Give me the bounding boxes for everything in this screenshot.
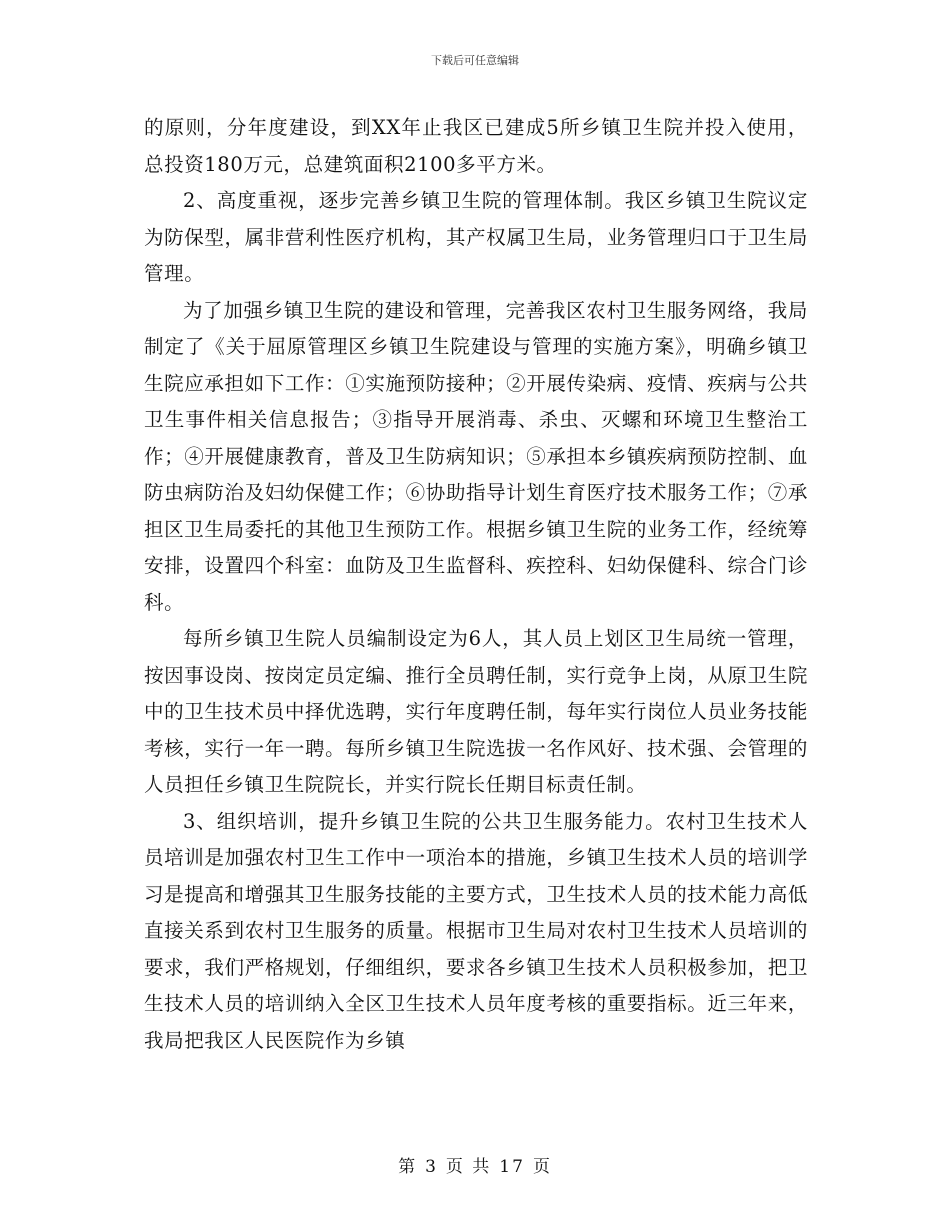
page-total: 17	[499, 1157, 525, 1177]
paragraph-training: 3、组织培训，提升乡镇卫生院的公共卫生服务能力。农村卫生技术人员培训是加强农村卫生工作中一项治本的措施，乡镇卫生技术人员的培训学习是提高和增强其卫生服务技能的主要方式，卫生技术人员的技术能力高低直接关系到农村卫生服务的质量。根据市卫生局对农村卫生技术人员培训的要求，我们严格规划，仔细组织，要求各乡镇卫生技术人员积极参加，把卫生技术人员的培训纳入全区卫生技术人员年度考核的重要指标。近三年来，我局把我区人民医院作为乡镇	[144, 809, 808, 1052]
page-number: 3	[425, 1157, 438, 1177]
header-note: 下载后可任意编辑	[431, 54, 519, 67]
paragraph-continuation: 的原则，分年度建设，到XX年止我区已建成5所乡镇卫生院并投入使用，总投资180万元，总建筑面积2100多平方米。	[144, 116, 808, 176]
paragraph-management-system: 2、高度重视，逐步完善乡镇卫生院的管理体制。我区乡镇卫生院议定为防保型，属非营利性医疗机构，其产权属卫生局，业务管理归口于卫生局管理。	[144, 189, 808, 285]
footer-middle: 页 共	[445, 1157, 492, 1177]
paragraph-staffing: 每所乡镇卫生院人员编制设定为6人，其人员上划区卫生局统一管理，按因事设岗、按岗定员定编、推行全员聘任制，实行竞争上岗，从原卫生院中的卫生技术员中择优选聘，实行年度聘任制，每年实行岗位人员业务技能考核，实行一年一聘。每所乡镇卫生院选拔一名作风好、技术强、会管理的人员担任乡镇卫生院院长，并实行院长任期目标责任制。	[144, 627, 808, 796]
footer-suffix: 页	[532, 1157, 552, 1177]
paragraph-construction-plan: 为了加强乡镇卫生院的建设和管理，完善我区农村卫生服务网络，我局制定了《关于屈原管理区乡镇卫生院建设与管理的实施方案》，明确乡镇卫生院应承担如下工作：①实施预防接种；②开展传染病、疫情、疾病与公共卫生事件相关信息报告；③指导开展消毒、杀虫、灭螺和环境卫生整治工作；④开展健康教育，普及卫生防病知识；⑤承担本乡镇疾病预防控制、血防虫病防治及妇幼保健工作；⑥协助指导计划生育医疗技术服务工作；⑦承担区卫生局委托的其他卫生预防工作。根据乡镇卫生院的业务工作，经统筹安排，设置四个科室：血防及卫生监督科、疾控科、妇幼保健科、综合门诊科。	[144, 298, 808, 614]
page-footer	[0, 1152, 950, 1177]
document-body	[144, 110, 808, 1059]
footer-prefix: 第	[398, 1157, 418, 1177]
